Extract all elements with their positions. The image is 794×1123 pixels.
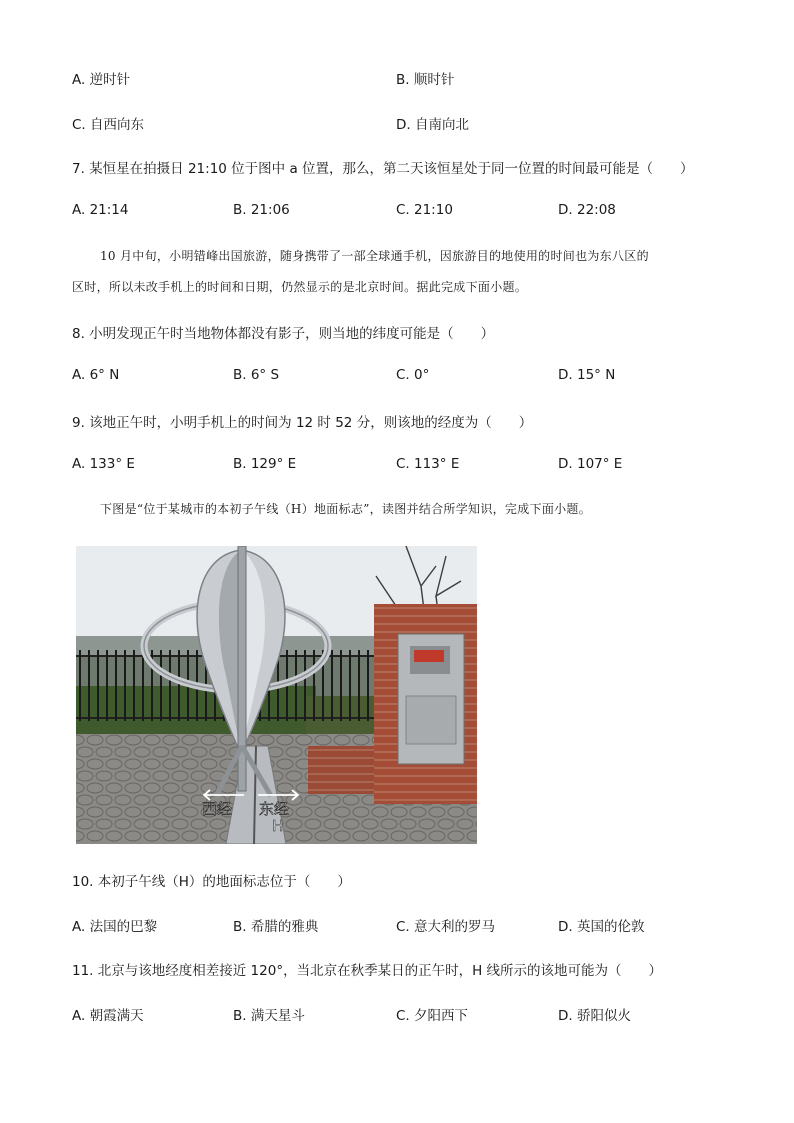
q11-option-a: A. 朝霞满天 — [72, 1008, 144, 1024]
q7-option-a: A. 21:14 — [72, 202, 129, 218]
q11-option-c: C. 夕阳西下 — [396, 1008, 469, 1024]
q8-option-c: C. 0° — [396, 367, 430, 383]
q10-option-b: B. 希腊的雅典 — [233, 919, 319, 935]
q8-option-b: B. 6° S — [233, 367, 280, 383]
q7-option-c: C. 21:10 — [396, 202, 453, 218]
q7-stem: 7. 某恒星在拍摄日 21:10 位于图中 a 位置，那么，第二天该恒星处于同一位置的时间最可能是（ ） — [72, 161, 694, 177]
q11-option-d: D. 骄阳似火 — [558, 1008, 631, 1024]
west-longitude-label: 西经 — [202, 800, 233, 818]
q10-option-a: A. 法国的巴黎 — [72, 919, 158, 935]
q10-option-c: C. 意大利的罗马 — [396, 919, 496, 935]
q10-option-d: D. 英国的伦敦 — [558, 919, 645, 935]
q6-option-a: A. 逆时针 — [72, 72, 131, 88]
east-longitude-label: 东经 — [259, 800, 290, 818]
passage1-line2: 区时，所以未改手机上的时间和日期，仍然显示的是北京时间。据此完成下面小题。 — [72, 280, 528, 294]
q6-option-b: B. 顺时针 — [396, 72, 455, 88]
q8-stem: 8. 小明发现正午时当地物体都没有影子，则当地的纬度可能是（ ） — [72, 326, 495, 342]
q9-option-c: C. 113° E — [396, 456, 460, 472]
q11-stem: 11. 北京与该地经度相差接近 120°，当北京在秋季某日的正午时，H 线所示的该地可能为（ ） — [72, 963, 663, 979]
q11-option-b: B. 满天星斗 — [233, 1008, 305, 1024]
q9-option-d: D. 107° E — [558, 456, 623, 472]
q6-option-d: D. 自南向北 — [396, 117, 469, 133]
q6-option-c: C. 自西向东 — [72, 117, 145, 133]
q9-stem: 9. 该地正午时，小明手机上的时间为 12 时 52 分，则该地的经度为（ ） — [72, 415, 533, 431]
q7-option-d: D. 22:08 — [558, 202, 616, 218]
q8-option-d: D. 15° N — [558, 367, 616, 383]
passage1-line1: 10 月中旬，小明错峰出国旅游，随身携带了一部全球通手机，因旅游目的地使用的时间也为东八区的 — [100, 249, 649, 263]
q8-option-a: A. 6° N — [72, 367, 120, 383]
passage2-text: 下图是“位于某城市的本初子午线（H）地面标志”，读图并结合所学知识，完成下面小题。 — [100, 502, 592, 516]
q10-stem: 10. 本初子午线（H）的地面标志位于（ ） — [72, 874, 351, 890]
q9-option-a: A. 133° E — [72, 456, 135, 472]
h-line-label: H — [272, 817, 284, 835]
prime-meridian-photo — [76, 546, 477, 844]
q7-option-b: B. 21:06 — [233, 202, 290, 218]
q9-option-b: B. 129° E — [233, 456, 297, 472]
